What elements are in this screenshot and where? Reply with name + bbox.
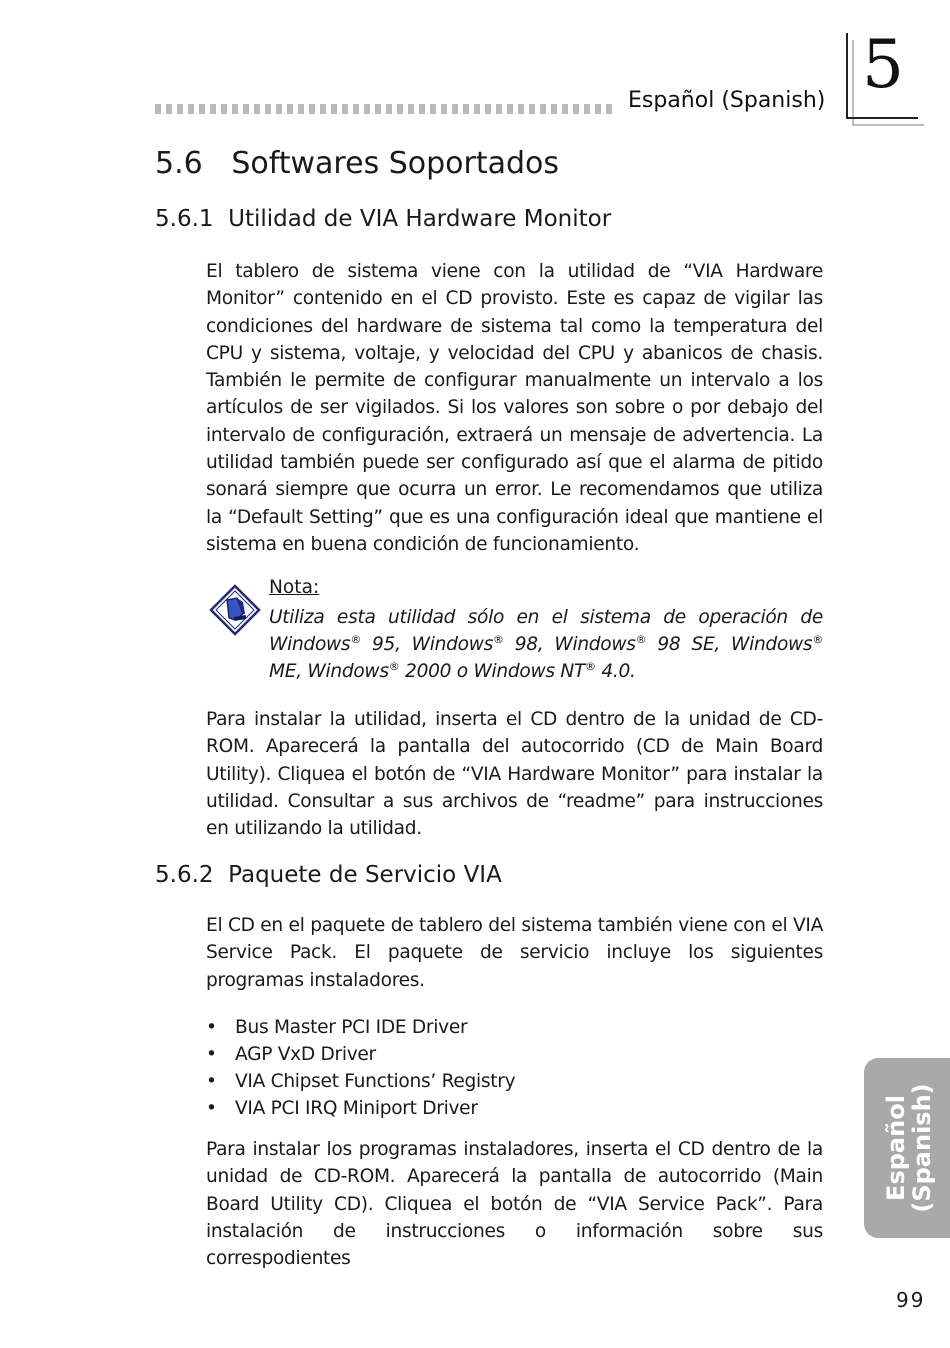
header-language: Español (Spanish): [628, 88, 826, 113]
service-pack-description: El CD en el paquete de tablero del sistema también viene con el VIA Service Pack. El paquete de servicio incluye los siguientes programas instaladores.: [206, 915, 823, 991]
note-body: Utiliza esta utilidad sólo en el sistema de operación de Windows® 95, Windows® 98, Windows® 98 SE, Windows® ME, Windows® 2000 o Windows NT® 4.0.: [269, 607, 824, 682]
side-tab-label: Español (Spanish): [882, 1083, 936, 1213]
list-item: • VIA Chipset Functions’ Registry: [206, 1068, 515, 1095]
service-pack-install-instructions: Para instalar los programas instaladores, inserta el CD dentro de la unidad de CD-ROM. Aparecerá la pantalla de autocorrido (Main Board Utility CD). Cliquea el botón de “VIA Service Pack”. Para instalación de instrucciones o información sobre sus correspodientes: [206, 1139, 823, 1270]
hardware-monitor-install-instructions: Para instalar la utilidad, inserta el CD dentro de la unidad de CD-ROM. Aparecerá la pantalla del autocorrido (CD de Main Board Utility). Cliquea el botón de “VIA Hardware Monitor” para instalar la utilidad. Consultar a sus archivos de “readme” para instrucciones en utilizando la utilidad.: [206, 709, 823, 840]
header-dot-rule: [155, 104, 617, 114]
hardware-monitor-description: El tablero de sistema viene con la utilidad de “VIA Hardware Monitor” contenido en el CD provisto. Este es capaz de vigilar las condiciones del hardware de sistema tal como la temperatura del CPU y sistema, voltaje, y velocidad del CPU y abanicos de chasis. También le permite de configurar manualmente un intervalo a los artículos de ser vigilados. Si los valores son sobre o por debajo del intervalo de configuración, extraerá un mensaje de advertencia. La utilidad también puede ser configurado así que el alarma de pitido sonará siempre que ocurra un error. Le recomendamos que utiliza la “Default Setting” que es una configuración ideal que mantiene el sistema en buena condición de funcionamiento.: [206, 261, 823, 555]
bullet-icon: •: [206, 1044, 217, 1065]
section-title: 5.6 Softwares Soportados: [155, 146, 560, 181]
note-title: Nota:: [269, 577, 320, 598]
subsection-title-hardware-monitor: 5.6.1 Utilidad de VIA Hardware Monitor: [155, 206, 612, 232]
list-item: • VIA PCI IRQ Miniport Driver: [206, 1095, 515, 1122]
chapter-number: 5: [862, 26, 904, 103]
service-pack-list: [206, 1014, 515, 1122]
list-item: • Bus Master PCI IDE Driver: [206, 1014, 515, 1041]
bullet-icon: •: [206, 1098, 217, 1119]
bullet-icon: •: [206, 1071, 217, 1092]
list-item: • AGP VxD Driver: [206, 1041, 515, 1068]
bullet-icon: •: [206, 1017, 217, 1038]
subsection-title-service-pack: 5.6.2 Paquete de Servicio VIA: [155, 862, 502, 888]
page-number: 99: [896, 1288, 926, 1312]
note-pencil-icon: [209, 584, 261, 636]
